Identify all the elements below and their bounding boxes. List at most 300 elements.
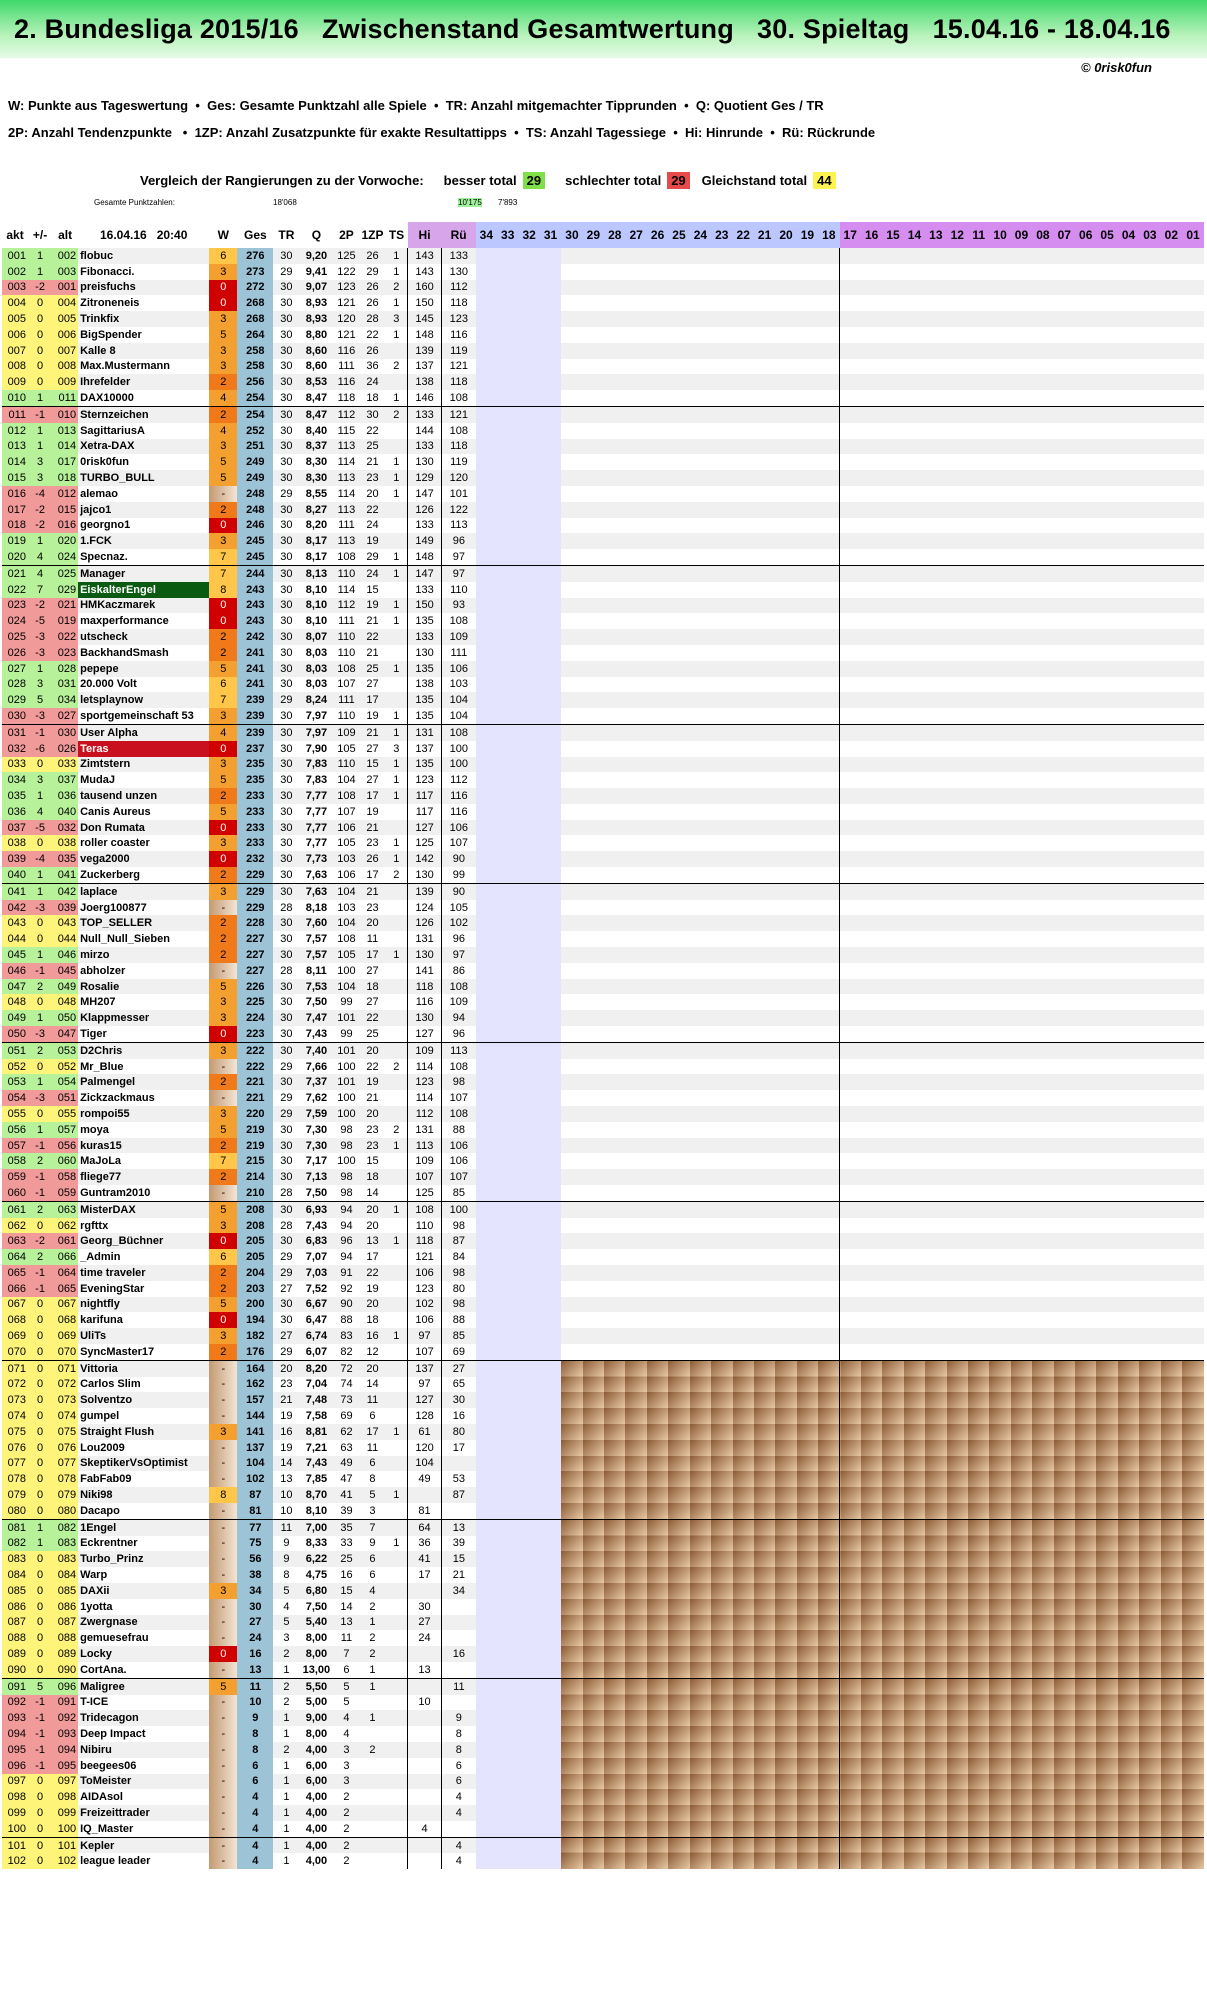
cell-akt: 097 [2, 1774, 28, 1790]
round-cell [797, 1090, 818, 1106]
round-cell [925, 518, 946, 534]
cell-ges: 248 [237, 502, 273, 518]
cell-d: -3 [28, 900, 52, 916]
cell-ges: 224 [237, 1010, 273, 1026]
round-cell [989, 264, 1010, 280]
round-cell [561, 518, 582, 534]
round-cell [968, 1503, 989, 1519]
round-cell [1182, 1328, 1204, 1344]
cell-zp: 21 [359, 645, 385, 661]
round-cell [497, 1471, 518, 1487]
round-cell [583, 423, 604, 439]
round-cell [1032, 1042, 1053, 1058]
round-cell [1075, 390, 1096, 406]
round-cell [540, 1344, 561, 1360]
round-cell [754, 772, 775, 788]
round-cell [797, 820, 818, 836]
round-cell [476, 1695, 497, 1711]
round-cell [540, 343, 561, 359]
round-cell [540, 677, 561, 693]
round-cell [797, 708, 818, 724]
round-cell [1139, 1440, 1160, 1456]
round-cell [476, 423, 497, 439]
round-cell [540, 1249, 561, 1265]
round-cell [518, 1630, 539, 1646]
cell-alt: 044 [52, 931, 78, 947]
round-cell [583, 1312, 604, 1328]
cell-ges: 176 [237, 1344, 273, 1360]
cell-ru: 88 [442, 1312, 476, 1328]
cell-name: Zitroneneis [78, 295, 209, 311]
round-cell [1054, 1312, 1075, 1328]
cell-q: 7,00 [299, 1519, 333, 1535]
round-cell [882, 1615, 903, 1631]
round-cell [797, 1059, 818, 1075]
cell-ges: 264 [237, 327, 273, 343]
round-cell [625, 1090, 646, 1106]
round-cell [647, 454, 668, 470]
cell-tr: 2 [273, 1678, 299, 1694]
round-cell [840, 1360, 861, 1376]
round-cell [711, 692, 732, 708]
round-cell [583, 1726, 604, 1742]
round-cell [989, 280, 1010, 296]
cell-name: Zuckerberg [78, 867, 209, 883]
cell-tr: 30 [273, 757, 299, 773]
round-cell [775, 1312, 796, 1328]
cell-zp: 19 [359, 1281, 385, 1297]
cell-ges: 233 [237, 835, 273, 851]
round-cell [1075, 661, 1096, 677]
cell-ges: 162 [237, 1377, 273, 1393]
cell-q: 8,11 [299, 963, 333, 979]
round-cell [561, 788, 582, 804]
round-cell [1182, 994, 1204, 1010]
round-cell [540, 1567, 561, 1583]
round-cell [861, 724, 882, 740]
cell-d: 0 [28, 1615, 52, 1631]
round-cell [604, 1233, 625, 1249]
round-cell [497, 900, 518, 916]
cell-hi: 144 [408, 423, 442, 439]
cell-akt: 052 [2, 1059, 28, 1075]
round-cell [476, 264, 497, 280]
round-cell [733, 1106, 754, 1122]
round-cell [518, 1026, 539, 1042]
round-cell [647, 295, 668, 311]
round-cell [540, 1726, 561, 1742]
cell-tr: 27 [273, 1328, 299, 1344]
cell-d: -5 [28, 820, 52, 836]
round-cell [604, 1312, 625, 1328]
round-cell [882, 502, 903, 518]
round-cell [1054, 757, 1075, 773]
round-cell [840, 1456, 861, 1472]
round-cell [733, 248, 754, 264]
cell-w: 2 [209, 406, 237, 422]
round-cell [540, 565, 561, 581]
cell-ts [386, 518, 408, 534]
round-cell [497, 1821, 518, 1837]
round-cell [711, 915, 732, 931]
cell-name: Vittoria [78, 1360, 209, 1376]
round-cell [775, 661, 796, 677]
round-cell [968, 820, 989, 836]
round-cell [1118, 1695, 1139, 1711]
round-cell [1032, 804, 1053, 820]
cell-ts: 1 [386, 757, 408, 773]
cell-d: -1 [28, 1742, 52, 1758]
round-cell [925, 486, 946, 502]
round-cell [775, 677, 796, 693]
round-cell [518, 1471, 539, 1487]
cell-p2: 3 [333, 1742, 359, 1758]
round-cell [1011, 1789, 1032, 1805]
cell-d: -1 [28, 963, 52, 979]
round-cell [775, 582, 796, 598]
equal-count: 44 [813, 172, 835, 189]
round-cell [583, 1615, 604, 1631]
round-cell [1075, 454, 1096, 470]
round-cell [604, 645, 625, 661]
round-cell [668, 1678, 689, 1694]
round-cell [668, 374, 689, 390]
cell-q: 8,33 [299, 1536, 333, 1552]
cell-p2: 115 [333, 423, 359, 439]
round-cell [1161, 1138, 1182, 1154]
cell-alt: 015 [52, 502, 78, 518]
round-cell [797, 1536, 818, 1552]
round-cell [583, 835, 604, 851]
round-cell [711, 994, 732, 1010]
round-cell [904, 1010, 925, 1026]
round-cell [818, 900, 839, 916]
round-cell [1096, 1471, 1117, 1487]
round-cell [754, 1377, 775, 1393]
round-cell [497, 851, 518, 867]
round-cell [947, 1567, 968, 1583]
cell-w: - [209, 486, 237, 502]
round-cell [625, 327, 646, 343]
round-cell [711, 1440, 732, 1456]
round-cell [1032, 1599, 1053, 1615]
cell-d: 2 [28, 1201, 52, 1217]
round-cell [1118, 1821, 1139, 1837]
round-cell [968, 454, 989, 470]
round-cell [775, 423, 796, 439]
round-cell [775, 1710, 796, 1726]
round-cell [925, 867, 946, 883]
round-cell [754, 1519, 775, 1535]
round-cell [518, 280, 539, 296]
cell-q: 8,03 [299, 677, 333, 693]
round-cell [690, 1519, 711, 1535]
round-cell [754, 963, 775, 979]
round-cell [668, 1742, 689, 1758]
round-cell [476, 931, 497, 947]
round-cell [1032, 1059, 1053, 1075]
cell-alt: 020 [52, 533, 78, 549]
cell-q: 7,43 [299, 1026, 333, 1042]
round-cell [1139, 423, 1160, 439]
round-cell [1011, 1487, 1032, 1503]
round-cell [882, 1805, 903, 1821]
totals-ges: 18'068 [273, 198, 297, 207]
round-cell [968, 1536, 989, 1552]
cell-w: 3 [209, 439, 237, 455]
round-cell [1182, 1233, 1204, 1249]
round-cell [733, 1678, 754, 1694]
cell-hi: 130 [408, 947, 442, 963]
cell-ts: 1 [386, 470, 408, 486]
round-cell [989, 1567, 1010, 1583]
round-cell [840, 1281, 861, 1297]
round-cell [904, 788, 925, 804]
round-cell [1032, 708, 1053, 724]
cell-ru: 97 [442, 565, 476, 581]
round-cell [1075, 741, 1096, 757]
round-cell [668, 454, 689, 470]
cell-tr: 30 [273, 883, 299, 899]
cell-ru: 116 [442, 327, 476, 343]
round-cell [989, 931, 1010, 947]
round-cell [1032, 1281, 1053, 1297]
round-cell [840, 343, 861, 359]
round-cell [540, 1265, 561, 1281]
cell-hi: 27 [408, 1615, 442, 1631]
round-cell [1011, 327, 1032, 343]
round-cell [968, 470, 989, 486]
round-cell [1139, 1503, 1160, 1519]
round-cell [1096, 963, 1117, 979]
cell-hi: 124 [408, 900, 442, 916]
cell-zp [359, 1726, 385, 1742]
cell-hi: 133 [408, 439, 442, 455]
round-cell [1182, 565, 1204, 581]
round-cell [476, 994, 497, 1010]
round-cell [1139, 1630, 1160, 1646]
round-cell [604, 1026, 625, 1042]
cell-tr: 4 [273, 1599, 299, 1615]
round-cell [625, 533, 646, 549]
round-cell [561, 1710, 582, 1726]
round-cell [1182, 1185, 1204, 1201]
round-cell [583, 327, 604, 343]
round-cell [904, 1805, 925, 1821]
round-cell [1096, 423, 1117, 439]
round-cell [1075, 1106, 1096, 1122]
round-header: 33 [497, 222, 518, 248]
round-cell [882, 343, 903, 359]
round-cell [711, 1456, 732, 1472]
round-cell [690, 1551, 711, 1567]
cell-ru [442, 1630, 476, 1646]
cell-p2: 15 [333, 1583, 359, 1599]
round-cell [1161, 1742, 1182, 1758]
cell-akt: 081 [2, 1519, 28, 1535]
cell-akt: 079 [2, 1487, 28, 1503]
round-cell [754, 677, 775, 693]
round-cell [497, 518, 518, 534]
round-cell [497, 1519, 518, 1535]
round-cell [925, 374, 946, 390]
round-cell [1139, 295, 1160, 311]
cell-zp: 6 [359, 1456, 385, 1472]
col-date: 16.04.16 20:40 [78, 222, 209, 248]
round-cell [647, 708, 668, 724]
cell-hi: 109 [408, 1153, 442, 1169]
cell-ru: 120 [442, 470, 476, 486]
round-cell [561, 1424, 582, 1440]
round-header: 10 [989, 222, 1010, 248]
round-cell [497, 1424, 518, 1440]
cell-name: Zwergnase [78, 1615, 209, 1631]
round-cell [518, 1710, 539, 1726]
round-cell [540, 915, 561, 931]
round-cell [711, 947, 732, 963]
cell-p2: 3 [333, 1758, 359, 1774]
round-cell [625, 406, 646, 422]
round-cell [904, 1059, 925, 1075]
round-cell [1161, 502, 1182, 518]
round-cell [1161, 692, 1182, 708]
standings-row [2, 1074, 1204, 1090]
round-cell [690, 804, 711, 820]
round-cell [1182, 1742, 1204, 1758]
round-cell [561, 915, 582, 931]
round-cell [968, 598, 989, 614]
cell-ru: 21 [442, 1567, 476, 1583]
round-cell [711, 1710, 732, 1726]
round-cell [754, 264, 775, 280]
round-cell [561, 423, 582, 439]
round-cell [775, 406, 796, 422]
round-cell [476, 820, 497, 836]
round-cell [1054, 788, 1075, 804]
round-cell [775, 979, 796, 995]
round-cell [882, 280, 903, 296]
round-cell [1096, 1487, 1117, 1503]
cell-ru: 87 [442, 1487, 476, 1503]
cell-ru: 8 [442, 1742, 476, 1758]
round-cell [1161, 1583, 1182, 1599]
standings-row [2, 264, 1204, 280]
round-cell [775, 931, 796, 947]
cell-hi: 64 [408, 1519, 442, 1535]
round-cell [840, 851, 861, 867]
cell-hi: 147 [408, 486, 442, 502]
round-cell [476, 390, 497, 406]
cell-alt: 080 [52, 1503, 78, 1519]
round-cell [1139, 1408, 1160, 1424]
round-cell [797, 264, 818, 280]
cell-q: 6,67 [299, 1297, 333, 1313]
round-cell [711, 295, 732, 311]
round-cell [476, 518, 497, 534]
round-cell [989, 582, 1010, 598]
cell-w: - [209, 1774, 237, 1790]
round-cell [861, 1821, 882, 1837]
round-cell [540, 661, 561, 677]
round-cell [625, 1710, 646, 1726]
round-cell [647, 311, 668, 327]
round-cell [754, 280, 775, 296]
round-cell [497, 1026, 518, 1042]
round-cell [797, 883, 818, 899]
cell-alt: 030 [52, 724, 78, 740]
round-cell [1139, 359, 1160, 375]
round-cell [840, 1249, 861, 1265]
cell-name: georgno1 [78, 518, 209, 534]
standings-row [2, 470, 1204, 486]
round-cell [1054, 439, 1075, 455]
cell-alt: 013 [52, 423, 78, 439]
round-cell [625, 502, 646, 518]
cell-hi: 133 [408, 629, 442, 645]
round-cell [625, 1695, 646, 1711]
cell-akt: 023 [2, 598, 28, 614]
round-cell [1054, 502, 1075, 518]
cell-d: 4 [28, 549, 52, 565]
cell-ts: 2 [386, 280, 408, 296]
cell-name: abholzer [78, 963, 209, 979]
round-cell [904, 1218, 925, 1234]
round-cell [604, 439, 625, 455]
round-cell [668, 311, 689, 327]
round-cell [711, 724, 732, 740]
round-cell [1054, 1026, 1075, 1042]
round-header: 14 [904, 222, 925, 248]
round-cell [1054, 390, 1075, 406]
round-cell [1054, 1233, 1075, 1249]
cell-ru: 106 [442, 661, 476, 677]
round-cell [1182, 439, 1204, 455]
cell-d: 4 [28, 565, 52, 581]
round-cell [1161, 343, 1182, 359]
cell-zp: 17 [359, 1424, 385, 1440]
round-cell [904, 1567, 925, 1583]
round-cell [775, 1726, 796, 1742]
cell-tr: 10 [273, 1503, 299, 1519]
round-cell [797, 1185, 818, 1201]
round-cell [1032, 1090, 1053, 1106]
round-cell [882, 1360, 903, 1376]
round-cell [690, 1090, 711, 1106]
round-cell [647, 883, 668, 899]
round-cell [947, 1344, 968, 1360]
cell-ru: 98 [442, 1297, 476, 1313]
round-cell [840, 979, 861, 995]
cell-w: - [209, 1456, 237, 1472]
round-cell [1139, 280, 1160, 296]
cell-ts: 1 [386, 486, 408, 502]
round-cell [476, 1789, 497, 1805]
round-cell [1139, 645, 1160, 661]
round-cell [647, 549, 668, 565]
cell-w: - [209, 1377, 237, 1393]
cell-name: rompoi55 [78, 1106, 209, 1122]
round-cell [604, 1392, 625, 1408]
cell-alt: 068 [52, 1312, 78, 1328]
round-cell [540, 994, 561, 1010]
cell-hi: 135 [408, 692, 442, 708]
round-cell [497, 439, 518, 455]
round-cell [668, 565, 689, 581]
cell-q: 7,85 [299, 1471, 333, 1487]
round-cell [989, 708, 1010, 724]
round-cell [797, 1010, 818, 1026]
round-cell [625, 1138, 646, 1154]
